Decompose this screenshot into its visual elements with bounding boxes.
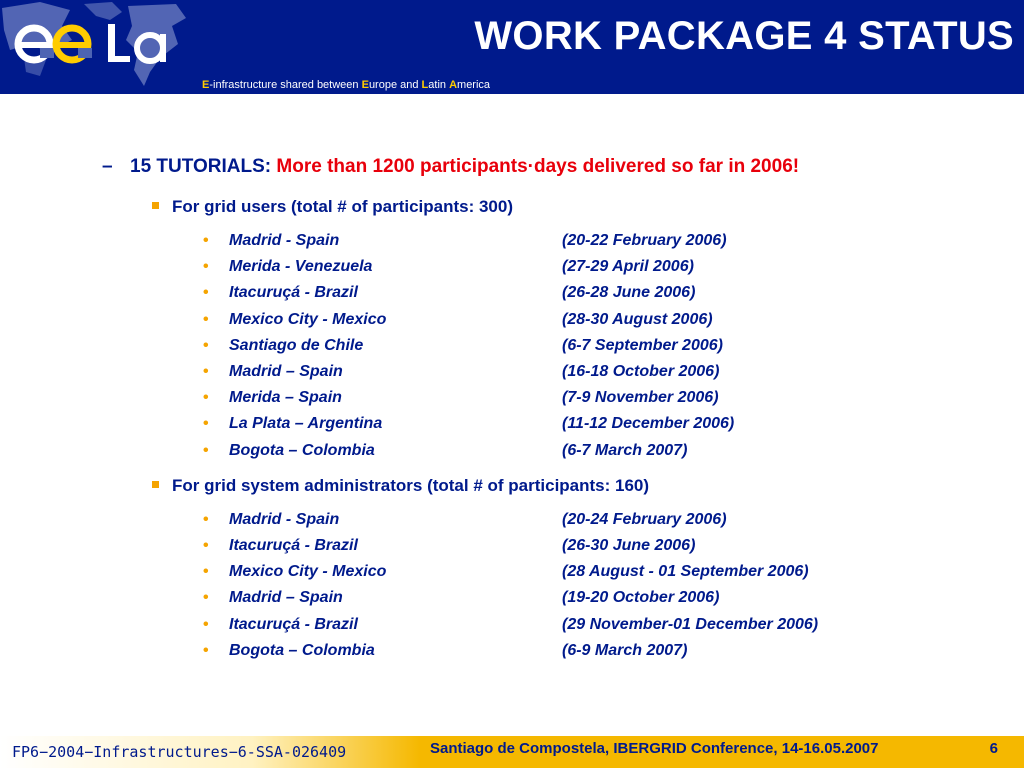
list-item (203, 511, 727, 529)
dot-bullet-icon: • (203, 232, 209, 249)
tagline-initial: E (361, 79, 369, 91)
dot-bullet-icon: • (203, 258, 209, 276)
tagline-initial: L (421, 79, 429, 91)
event-location: Madrid – Spain (229, 589, 343, 607)
event-dates: (6-7 March 2007) (562, 441, 688, 459)
section-title-text: For grid users (total # of participants: 300) (172, 197, 514, 216)
event-dates: (11-12 December 2006) (562, 415, 735, 433)
list-item (203, 389, 719, 407)
square-bullet-icon (152, 481, 159, 488)
list-item (203, 563, 809, 581)
event-dates: (19-20 October 2006) (562, 589, 720, 607)
event-location: Madrid - Spain (229, 510, 340, 528)
list-item (203, 337, 723, 355)
dot-bullet-icon: • (203, 336, 209, 354)
event-dates: (20-24 February 2006) (562, 510, 727, 528)
dot-bullet-icon: • (203, 310, 209, 328)
event-location: Bogota – Colombia (229, 641, 375, 659)
dot-bullet-icon: • (203, 537, 209, 554)
tagline-initial: E (202, 79, 210, 91)
section-title-text: For grid system administrators (total # of participants: 160) (172, 475, 650, 495)
page-number: 6 (989, 740, 998, 757)
event-location: Santiago de Chile (229, 336, 364, 354)
dot-bullet-icon: • (203, 363, 209, 380)
page-title: WORK PACKAGE 4 STATUS (474, 14, 1014, 58)
list-item (203, 311, 713, 329)
list-item (203, 642, 687, 660)
event-location: La Plata – Argentina (229, 415, 383, 433)
event-location: Merida - Venezuela (229, 258, 373, 276)
section-title (152, 197, 513, 217)
dot-bullet-icon: • (203, 615, 209, 633)
event-dates: (6-7 September 2006) (562, 336, 723, 354)
square-bullet-icon (152, 202, 159, 209)
event-dates: (28-30 August 2006) (562, 310, 713, 328)
dot-bullet-icon: • (203, 641, 209, 659)
project-code: FP6−2004−Infrastructures−6-SSA-026409 (12, 743, 347, 761)
event-location: Madrid – Spain (229, 363, 343, 380)
event-location: Bogota – Colombia (229, 441, 375, 459)
section-title (152, 476, 649, 496)
event-location: Itacuruçá - Brazil (229, 284, 358, 302)
event-dates: (7-9 November 2006) (562, 389, 719, 407)
dot-bullet-icon: • (203, 563, 209, 581)
list-item (203, 232, 727, 250)
event-dates: (26-30 June 2006) (562, 537, 696, 554)
list-item (203, 415, 734, 433)
event-location: Itacuruçá - Brazil (229, 615, 358, 633)
event-dates: (28 August - 01 September 2006) (562, 563, 809, 581)
event-dates: (16-18 October 2006) (562, 363, 720, 380)
event-dates: (6-9 March 2007) (562, 641, 688, 659)
event-dates: (29 November-01 December 2006) (562, 615, 819, 633)
heading-highlight: More than 1200 participants·days delivered so far in 2006! (276, 156, 800, 177)
section-heading (102, 156, 799, 178)
tagline-text: atin (428, 79, 450, 91)
event-dates: (27-29 April 2006) (562, 258, 694, 276)
list-item (203, 589, 719, 607)
dot-bullet-icon: • (203, 284, 209, 302)
dot-bullet-icon: • (203, 415, 209, 433)
dot-bullet-icon: • (203, 389, 209, 407)
event-location: Merida – Spain (229, 389, 342, 407)
tagline-text: merica (457, 79, 491, 91)
tagline-initial: A (449, 79, 458, 91)
list-item (203, 363, 719, 381)
event-location: Itacuruçá - Brazil (229, 537, 358, 554)
event-location: Mexico City - Mexico (229, 310, 387, 328)
heading-label: 15 TUTORIALS: (130, 156, 272, 177)
event-dates: (26-28 June 2006) (562, 284, 696, 302)
list-item (203, 537, 695, 555)
tagline-text: -infrastructure shared between (209, 79, 362, 91)
list-item (203, 616, 818, 634)
dot-bullet-icon: • (203, 589, 209, 607)
list-item (203, 258, 694, 276)
dash-bullet-icon: – (102, 156, 113, 177)
event-location: Mexico City - Mexico (229, 563, 387, 581)
list-item (203, 284, 695, 302)
event-dates: (20-22 February 2006) (562, 232, 727, 249)
dot-bullet-icon: • (203, 510, 209, 528)
list-item (203, 442, 687, 460)
tagline-text: urope and (368, 79, 422, 91)
dot-bullet-icon: • (203, 441, 209, 459)
event-name: Santiago de Compostela, IBERGRID Conference, 14-16.05.2007 (430, 740, 879, 757)
event-location: Madrid - Spain (229, 232, 340, 249)
